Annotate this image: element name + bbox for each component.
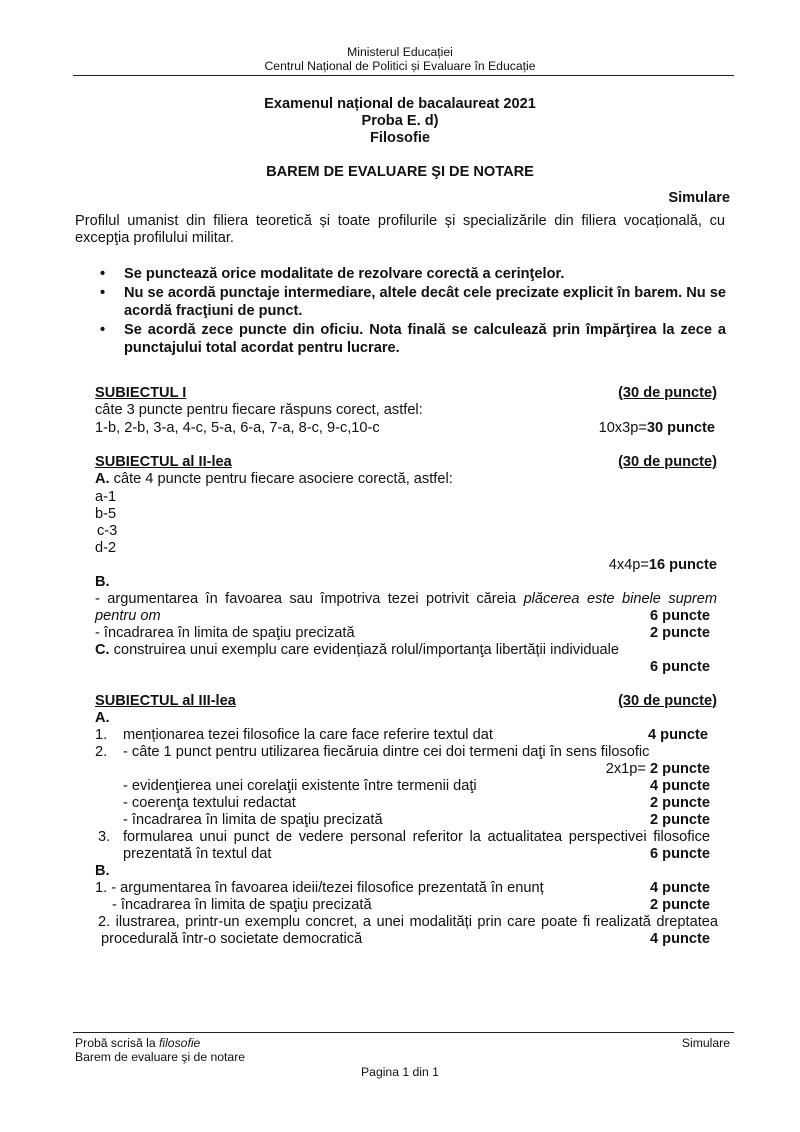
subject-1-points: (30 de puncte) <box>618 385 717 401</box>
subject-2-b-label: B. <box>95 574 110 590</box>
subject-1-formula: 10x3p= <box>598 420 647 436</box>
subject-2-b-item-1-italic-2: pentru om <box>95 608 161 624</box>
subject-3-a2-sub-text: - coerenţa textului redactat <box>123 795 296 811</box>
subject-2-b-item-2 <box>95 625 710 642</box>
footer-line-1-prefix: Probă scrisă la <box>75 1036 156 1050</box>
subject-3-b2-line-1: 2. ilustrarea, printr-un exemplu concret, a unei modalități prin care poate fi realizată dreptatea <box>98 914 718 930</box>
footer-simulare: Simulare <box>681 1036 730 1050</box>
footer-rule <box>73 1032 734 1033</box>
header-rule <box>73 75 734 76</box>
subject-3-b2-points: 4 puncte <box>649 931 710 947</box>
intro-line-2: excepţia profilului militar. <box>75 230 234 246</box>
bullet-icon: • <box>100 285 106 301</box>
exam-title: Examenul național de bacalaureat 2021 <box>264 96 536 112</box>
subject-2-b-item-1-line-1 <box>95 591 717 608</box>
subject-3-a2-sub-item <box>123 795 710 812</box>
barem-title: BAREM DE EVALUARE ŞI DE NOTARE <box>266 164 534 180</box>
subject-3-a2-sub-text: - evidenţierea unei corelaţii existente între termenii daţi <box>123 778 477 794</box>
header-ministry: Ministerul Educației <box>347 45 453 59</box>
subject-1-answers: 1-b, 2-b, 3-a, 4-c, 5-a, 6-a, 7-a, 8-c, 9-c,10-c <box>95 420 380 436</box>
subject-3-b1-row <box>95 880 710 897</box>
subject-3-a2-text: - câte 1 punct pentru utilizarea fiecăruia dintre cei doi termeni daţi în sens filosofic <box>123 744 650 760</box>
bullet-icon: • <box>100 266 106 282</box>
subject-2-points: (30 de puncte) <box>618 454 717 470</box>
subject-2-header <box>95 454 717 471</box>
rule-item: Nu se acordă punctaje intermediare, altele decât cele precizate explicit în barem. Nu se acordă fracţiuni de punct. <box>124 285 726 319</box>
subject-3-b1-sub-row <box>112 897 710 914</box>
association-item: b-5 <box>95 506 117 522</box>
subject-3-title: SUBIECTUL al III-lea <box>95 693 236 709</box>
subject-3-b1-sub-points: 2 puncte <box>649 897 710 913</box>
subject-3-a2-sub-item <box>123 812 710 829</box>
subject-3-b1-sub-text: - încadrarea în limita de spaţiu precizată <box>112 897 372 913</box>
subject-3-a2-sub-points: 2 puncte <box>649 795 710 811</box>
subject-3-b1-text: 1. - argumentarea în favoarea ideii/tezei filosofice prezentată în enunț <box>95 880 544 896</box>
intro-line-1: Profilul umanist din filiera teoretică și toate profilurile și specializările din filiera vocațională, cu <box>75 213 725 229</box>
header-center: Centrul Național de Politici și Evaluare în Educație <box>264 59 536 73</box>
association-item: d-2 <box>95 540 117 556</box>
bullet-icon: • <box>100 322 106 338</box>
subject-2-c-row <box>95 642 721 659</box>
subject-3-a3-line-1: formularea unui punct de vedere personal referitor la actualitatea perspectivei filosofice <box>123 829 710 845</box>
simulare-label: Simulare <box>668 190 730 206</box>
footer-line-1-italic: filosofie <box>159 1036 201 1050</box>
page-number: Pagina 1 din 1 <box>361 1065 439 1079</box>
subject-3-b2-line-2-row <box>101 931 710 948</box>
subject-3-a2-sub-points: 4 puncte <box>649 778 710 794</box>
subject-2-b-item-1-text: - argumentarea în favoarea sau împotriva tezei potrivit căreia <box>95 591 517 607</box>
subject-2-b-item-1-line-2 <box>95 608 710 625</box>
subject-2-b-item-1-italic: plăcerea este binele suprem <box>523 591 717 607</box>
subject-3-a2-formula: 2x1p= <box>605 761 646 777</box>
subject-3-a3-row <box>98 829 710 846</box>
subject-3-a2-row <box>95 744 721 761</box>
footer-line-2: Barem de evaluare şi de notare <box>75 1050 246 1064</box>
rule-item: Se punctează orice modalitate de rezolvare corectă a cerinţelor. <box>124 266 565 282</box>
subject-1-answers-row <box>95 420 715 437</box>
subject-3-a2-sub-points: 2 puncte <box>649 812 710 828</box>
subject-3-points: (30 de puncte) <box>618 693 717 709</box>
subject-3-b-label: B. <box>95 863 110 879</box>
proba-title: Proba E. d) <box>361 113 439 129</box>
subject-1-intro: câte 3 puncte pentru fiecare răspuns corect, astfel: <box>95 402 423 418</box>
subject-2-c-text: construirea unui exemplu care evidențiază rolul/importanţa libertății individuale <box>113 642 620 658</box>
subject-3-a2-sub-text: - încadrarea în limita de spaţiu precizată <box>123 812 383 828</box>
subject-1-total: 30 puncte <box>646 420 715 436</box>
association-item: c-3 <box>97 523 118 539</box>
subject-3-a2-sub-item <box>123 778 710 795</box>
subject-3-a2-total: 2 puncte <box>649 761 710 777</box>
subject-title: Filosofie <box>370 130 430 146</box>
subject-3-a1-text: menționarea tezei filosofice la care face referire textul dat <box>123 727 493 743</box>
subject-3-a2-num: 2. <box>95 744 108 760</box>
subject-3-a1-num: 1. <box>95 727 108 743</box>
subject-3-a-label: A. <box>95 710 110 726</box>
subject-2-b-item-2-text: - încadrarea în limita de spaţiu precizată <box>95 625 355 641</box>
subject-2-b-item-1-points: 6 puncte <box>649 608 710 624</box>
subject-2-c-score-row <box>95 659 710 676</box>
subject-2-a-formula: 4x4p= <box>608 557 649 573</box>
subject-3-a3-line-2: prezentată în textul dat <box>123 846 272 862</box>
subject-1-title: SUBIECTUL I <box>95 385 187 401</box>
subject-3-a3-line-2-row <box>123 846 710 863</box>
subject-3-b1-points: 4 puncte <box>649 880 710 896</box>
subject-3-header <box>95 693 717 710</box>
subject-1-header <box>95 385 717 402</box>
subject-3-a3-points: 6 puncte <box>649 846 710 862</box>
subject-3-b2-line-1-row <box>98 914 718 931</box>
rule-item: Se acordă zece puncte din oficiu. Nota finală se calculează prin împărţirea la zece a punctajului total acordat pentru lucrare. <box>124 322 726 356</box>
subject-2-a-total: 16 puncte <box>648 557 717 573</box>
association-item: a-1 <box>95 489 117 505</box>
subject-2-title: SUBIECTUL al II-lea <box>95 454 232 470</box>
subject-2-b-item-2-points: 2 puncte <box>649 625 710 641</box>
subject-2-a-label: A. <box>95 471 110 487</box>
subject-2-a-intro: câte 4 puncte pentru fiecare asociere corectă, astfel: <box>113 471 453 487</box>
intro-paragraph <box>75 213 725 247</box>
footer-line-1 <box>75 1036 200 1050</box>
subject-3-a2-score-row <box>95 761 710 778</box>
subject-2-a-intro-row <box>95 471 721 488</box>
subject-3-b2-line-2: procedurală într-o societate democratică <box>101 931 363 947</box>
subject-2-a-score-row <box>95 557 717 574</box>
subject-2-c-points: 6 puncte <box>649 659 710 675</box>
subject-3-a1-row <box>95 727 708 744</box>
subject-3-a1-points: 4 puncte <box>647 727 708 743</box>
subject-3-a3-num: 3. <box>98 829 111 845</box>
subject-2-c-label: C. <box>95 642 110 658</box>
